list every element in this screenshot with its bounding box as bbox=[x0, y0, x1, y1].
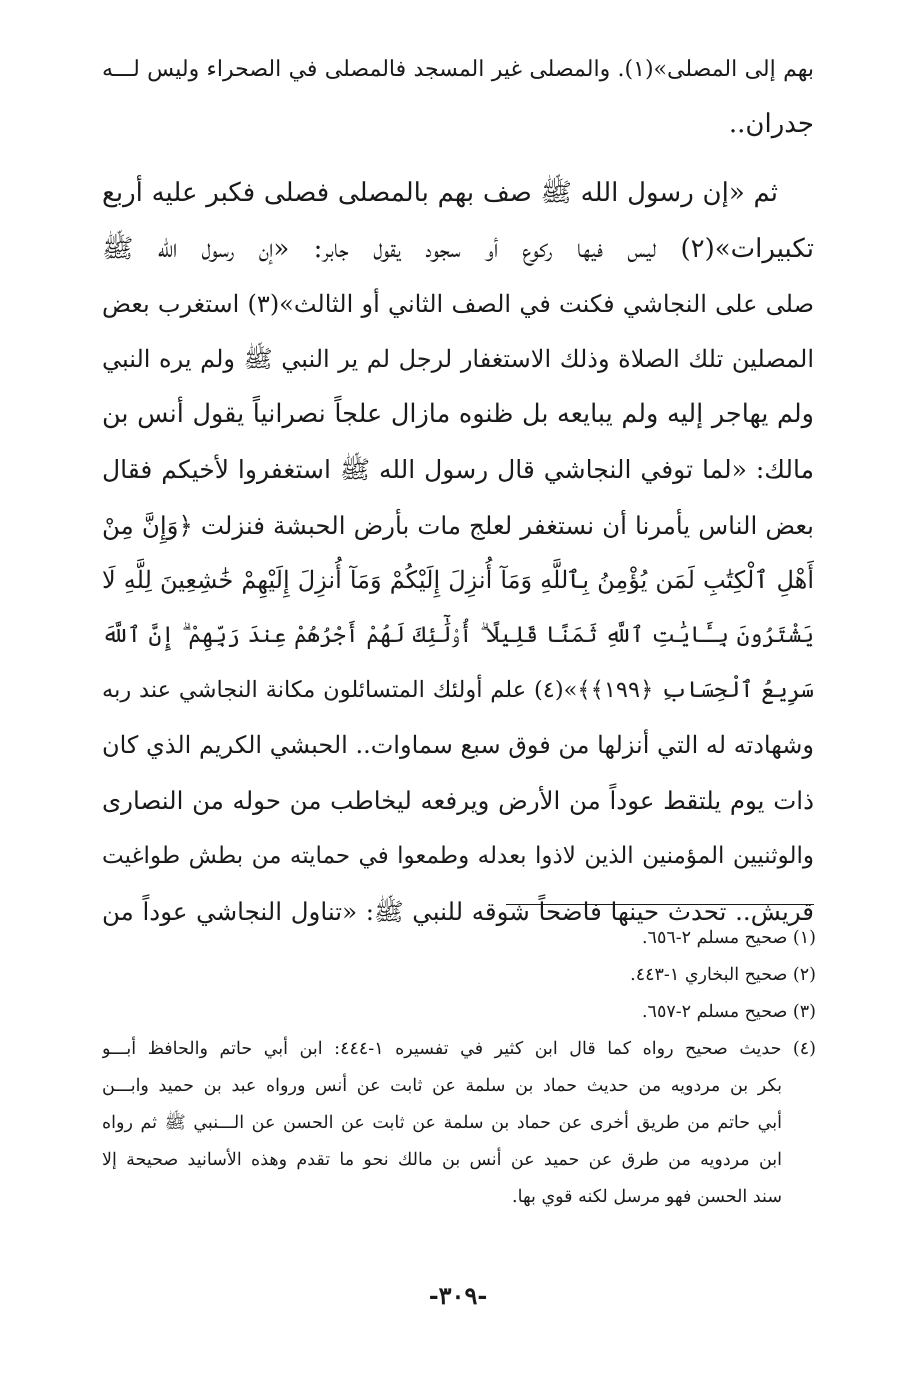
main-text-block bbox=[102, 42, 814, 939]
text-line: ذات يوم يلتقط عوداً من الأرض ويرفعه ليخاطب من حوله من النصارى bbox=[102, 786, 814, 816]
quran-verse-line: أَهْلِ ٱلْكِتَٰبِ لَمَن يُؤْمِنُ بِٱللَّهِ وَمَآ أُنزِلَ إِلَيْكُمْ وَمَآ أُنزِلَ إِلَيْهِمْ خَٰشِعِينَ لِلَّهِ لَا bbox=[102, 565, 814, 594]
footnote-4-continuation: بكر بن مردويه من حديث حماد بن سلمة عن ثابت عن أنس ورواه عبد بن حميد وابـــن bbox=[102, 1076, 782, 1096]
footnotes-block bbox=[102, 920, 816, 1216]
text-line: وشهادته له التي أنزلها من فوق سبع سماوات.. الحبشي الكريم الذي كان bbox=[102, 731, 814, 760]
page-number: -٣٠٩- bbox=[428, 1281, 488, 1310]
footnote-2: (٢) صحيح البخاري ١-٤٤٣. bbox=[630, 965, 816, 985]
footnote-4-continuation: أبي حاتم من طريق أخرى عن حماد بن سلمة عن ثابت عن الحسن عن الـــنبي ﷺ ثم رواه bbox=[102, 1113, 782, 1133]
quran-verse-line: يَشْتَرُونَ بِـَٔايَٰتِ ٱللَّهِ ثَمَنًا قَلِيلًا ۗ أُو۟لَٰٓئِكَ لَهُمْ أَجْرُهُمْ عِندَ رَبِّهِمْ ۗ إِنَّ ٱللَّهَ bbox=[102, 622, 814, 648]
footnote-separator bbox=[506, 904, 814, 905]
paragraph-gap bbox=[102, 152, 814, 166]
text-line: مالك: «لما توفي النجاشي قال رسول الله ﷺ استغفروا لأخيكم فقال bbox=[102, 455, 814, 485]
text-line: والوثنيين المؤمنين الذين لاذوا بعدله وطمعوا في حمايته من بطش طواغيت bbox=[102, 842, 814, 869]
footnote-1: (١) صحيح مسلم ٢-٦٥٦. bbox=[641, 928, 816, 948]
text-line: قريش.. تحدث حينها فاضحاً شوقه للنبي ﷺ: «تناول النجاشي عوداً من bbox=[102, 896, 814, 926]
footnote-4: (٤) حديث صحيح رواه كما قال ابن كثير في تفسيره ١-٤٤٤: ابن أبي حاتم والحافظ أبـــو bbox=[102, 1039, 816, 1059]
text-line: ثم «إن رسول الله ﷺ صف بهم بالمصلى فصلى فكبر عليه أربع bbox=[102, 178, 778, 209]
footnote-4-continuation: سند الحسن فهو مرسل لكنه قوي بها. bbox=[512, 1187, 782, 1207]
text-line: تكبيرات»(٢) ليس فيها ركوع أو سجود يقول جابر: «إن رسول الله ﷺ bbox=[102, 233, 814, 264]
footnote-4-continuation: ابن مردويه من طرق عن حميد عن أنس بن مالك نحو ما تقدم وهذه الأسانيد صحيحة إلا bbox=[102, 1150, 782, 1170]
text-line: جدران.. bbox=[728, 109, 814, 140]
text-line: ولم يهاجر إليه ولم يبايعه بل ظنوه مازال علجاً نصرانياً يقول أنس بن bbox=[102, 399, 814, 430]
text-line: بهم إلى المصلى»(١). والمصلى غير المسجد فالمصلى في الصحراء وليس لـــه bbox=[102, 57, 814, 82]
text-line: صلى على النجاشي فكنت في الصف الثاني أو الثالث»(٣) استغرب بعض bbox=[102, 289, 814, 318]
text-line: بعض الناس يأمرنا أن نستغفر لعلج مات بأرض الحبشة فنزلت ﴿وَإِنَّ مِنْ bbox=[102, 510, 814, 540]
text-line: سَرِيعُ ٱلْحِسَابِ ﴿١٩٩﴾﴾»(٤) علم أولئك المتسائلون مكانة النجاشي عند ربه bbox=[102, 677, 814, 704]
text-line: المصلين تلك الصلاة وذلك الاستغفار لرجل لم ير النبي ﷺ ولم يره النبي bbox=[102, 344, 814, 373]
footnote-3: (٣) صحيح مسلم ٢-٦٥٧. bbox=[641, 1002, 816, 1022]
